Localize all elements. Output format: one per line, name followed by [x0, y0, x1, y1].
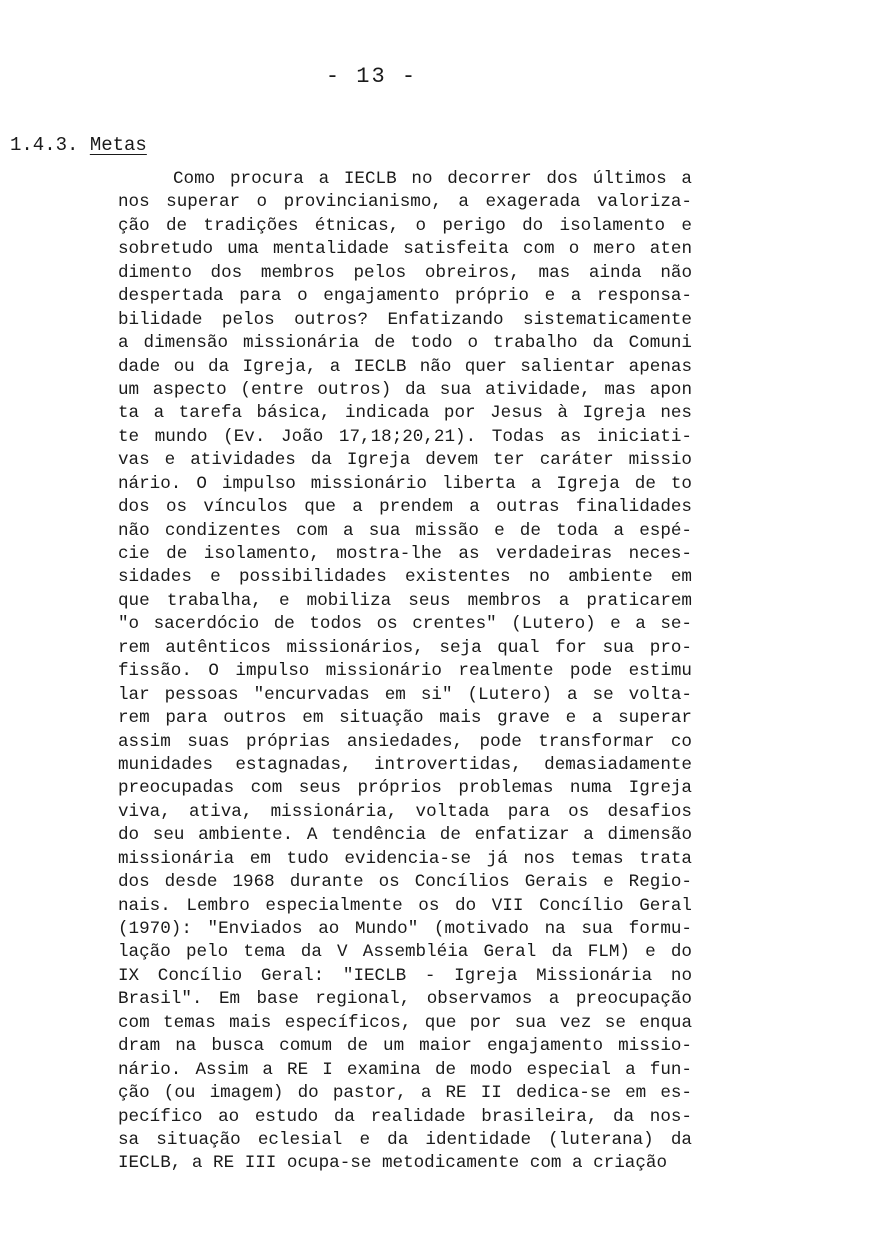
paragraph-line: ção de tradições étnicas, o perigo do isolamento e — [118, 215, 692, 236]
section-title: Metas — [89, 134, 147, 156]
body-paragraph — [118, 168, 692, 1176]
paragraph-line: dimento dos membros pelos obreiros, mas ainda não — [118, 262, 692, 283]
paragraph-line: te mundo (Ev. João 17,18;20,21). Todas as iniciati- — [118, 426, 692, 447]
paragraph-line: dade ou da Igreja, a IECLB não quer salientar apenas — [118, 356, 692, 377]
paragraph-line: rem para outros em situação mais grave e a superar — [118, 708, 692, 729]
paragraph-line: do seu ambiente. A tendência de enfatizar a dimensão — [118, 825, 692, 846]
paragraph-line: não condizentes com a sua missão e de toda a espé- — [118, 520, 692, 541]
paragraph-line: IX Concílio Geral: "IECLB - Igreja Missionária no — [118, 965, 692, 986]
paragraph-line: "o sacerdócio de todos os crentes" (Lutero) e a se- — [118, 614, 692, 635]
page-number: - 13 - — [325, 64, 418, 89]
paragraph-line: rem autênticos missionários, seja qual for sua pro- — [118, 637, 692, 658]
paragraph-line: ta a tarefa básica, indicada por Jesus à Igreja nes — [118, 403, 692, 424]
section-heading — [10, 134, 147, 156]
paragraph-line: a dimensão missionária de todo o trabalho da Comuni — [118, 333, 692, 354]
paragraph-line: um aspecto (entre outros) da sua atividade, mas apon — [118, 379, 692, 400]
paragraph-line: ção (ou imagem) do pastor, a RE II dedica-se em es- — [118, 1083, 692, 1104]
paragraph-line: lação pelo tema da V Assembléia Geral da FLM) e do — [118, 942, 692, 963]
paragraph-line: nais. Lembro especialmente os do VII Concílio Geral — [118, 895, 692, 916]
paragraph-line: nário. O impulso missionário liberta a Igreja de to — [118, 473, 692, 494]
paragraph-line: sa situação eclesial e da identidade (luterana) da — [118, 1129, 692, 1150]
paragraph-line: lar pessoas "encurvadas em si" (Lutero) a se volta- — [118, 684, 692, 705]
paragraph-line: bilidade pelos outros? Enfatizando sistematicamente — [118, 309, 692, 330]
section-number: 1.4.3. — [10, 134, 79, 156]
paragraph-line: Brasil". Em base regional, observamos a preocupação — [118, 989, 692, 1010]
paragraph-line: nos superar o provincianismo, a exagerada valoriza- — [118, 192, 692, 213]
paragraph-line: com temas mais específicos, que por sua vez se enqua — [118, 1012, 692, 1033]
paragraph-line: (1970): "Enviados ao Mundo" (motivado na sua formu- — [118, 919, 692, 939]
paragraph-line: vas e atividades da Igreja devem ter caráter missio — [118, 450, 692, 471]
paragraph-line: assim suas próprias ansiedades, pode transformar co — [118, 731, 692, 752]
paragraph-line: missionária em tudo evidencia-se já nos temas trata — [118, 848, 692, 869]
paragraph-line: munidades estagnadas, introvertidas, demasiadamente — [118, 754, 692, 775]
paragraph-line: fissão. O impulso missionário realmente pode estimu — [118, 661, 692, 682]
paragraph-line: pecífico ao estudo da realidade brasileira, da nos- — [118, 1106, 692, 1127]
paragraph-line: dram na busca comum de um maior engajamento missio- — [118, 1036, 692, 1057]
paragraph-line: sidades e possibilidades existentes no ambiente em — [118, 567, 692, 588]
paragraph-line: dos desde 1968 durante os Concílios Gerais e Regio- — [118, 872, 692, 893]
paragraph-line: despertada para o engajamento próprio e a responsa- — [118, 286, 692, 307]
paragraph-line: preocupadas com seus próprios problemas numa Igreja — [118, 778, 692, 799]
paragraph-line: IECLB, a RE III ocupa-se metodicamente com a criação — [118, 1153, 668, 1174]
paragraph-line: que trabalha, e mobiliza seus membros a praticarem — [118, 590, 692, 611]
paragraph-line: viva, ativa, missionária, voltada para os desafios — [118, 801, 692, 822]
paragraph-line: Como procura a IECLB no decorrer dos últimos a — [173, 169, 692, 189]
paragraph-line: nário. Assim a RE I examina de modo especial a fun- — [118, 1059, 692, 1080]
paragraph-line: sobretudo uma mentalidade satisfeita com o mero aten — [118, 239, 692, 260]
paragraph-line: dos os vínculos que a prendem a outras finalidades — [118, 497, 692, 518]
paragraph-line: cie de isolamento, mostra-lhe as verdadeiras neces- — [118, 544, 692, 564]
